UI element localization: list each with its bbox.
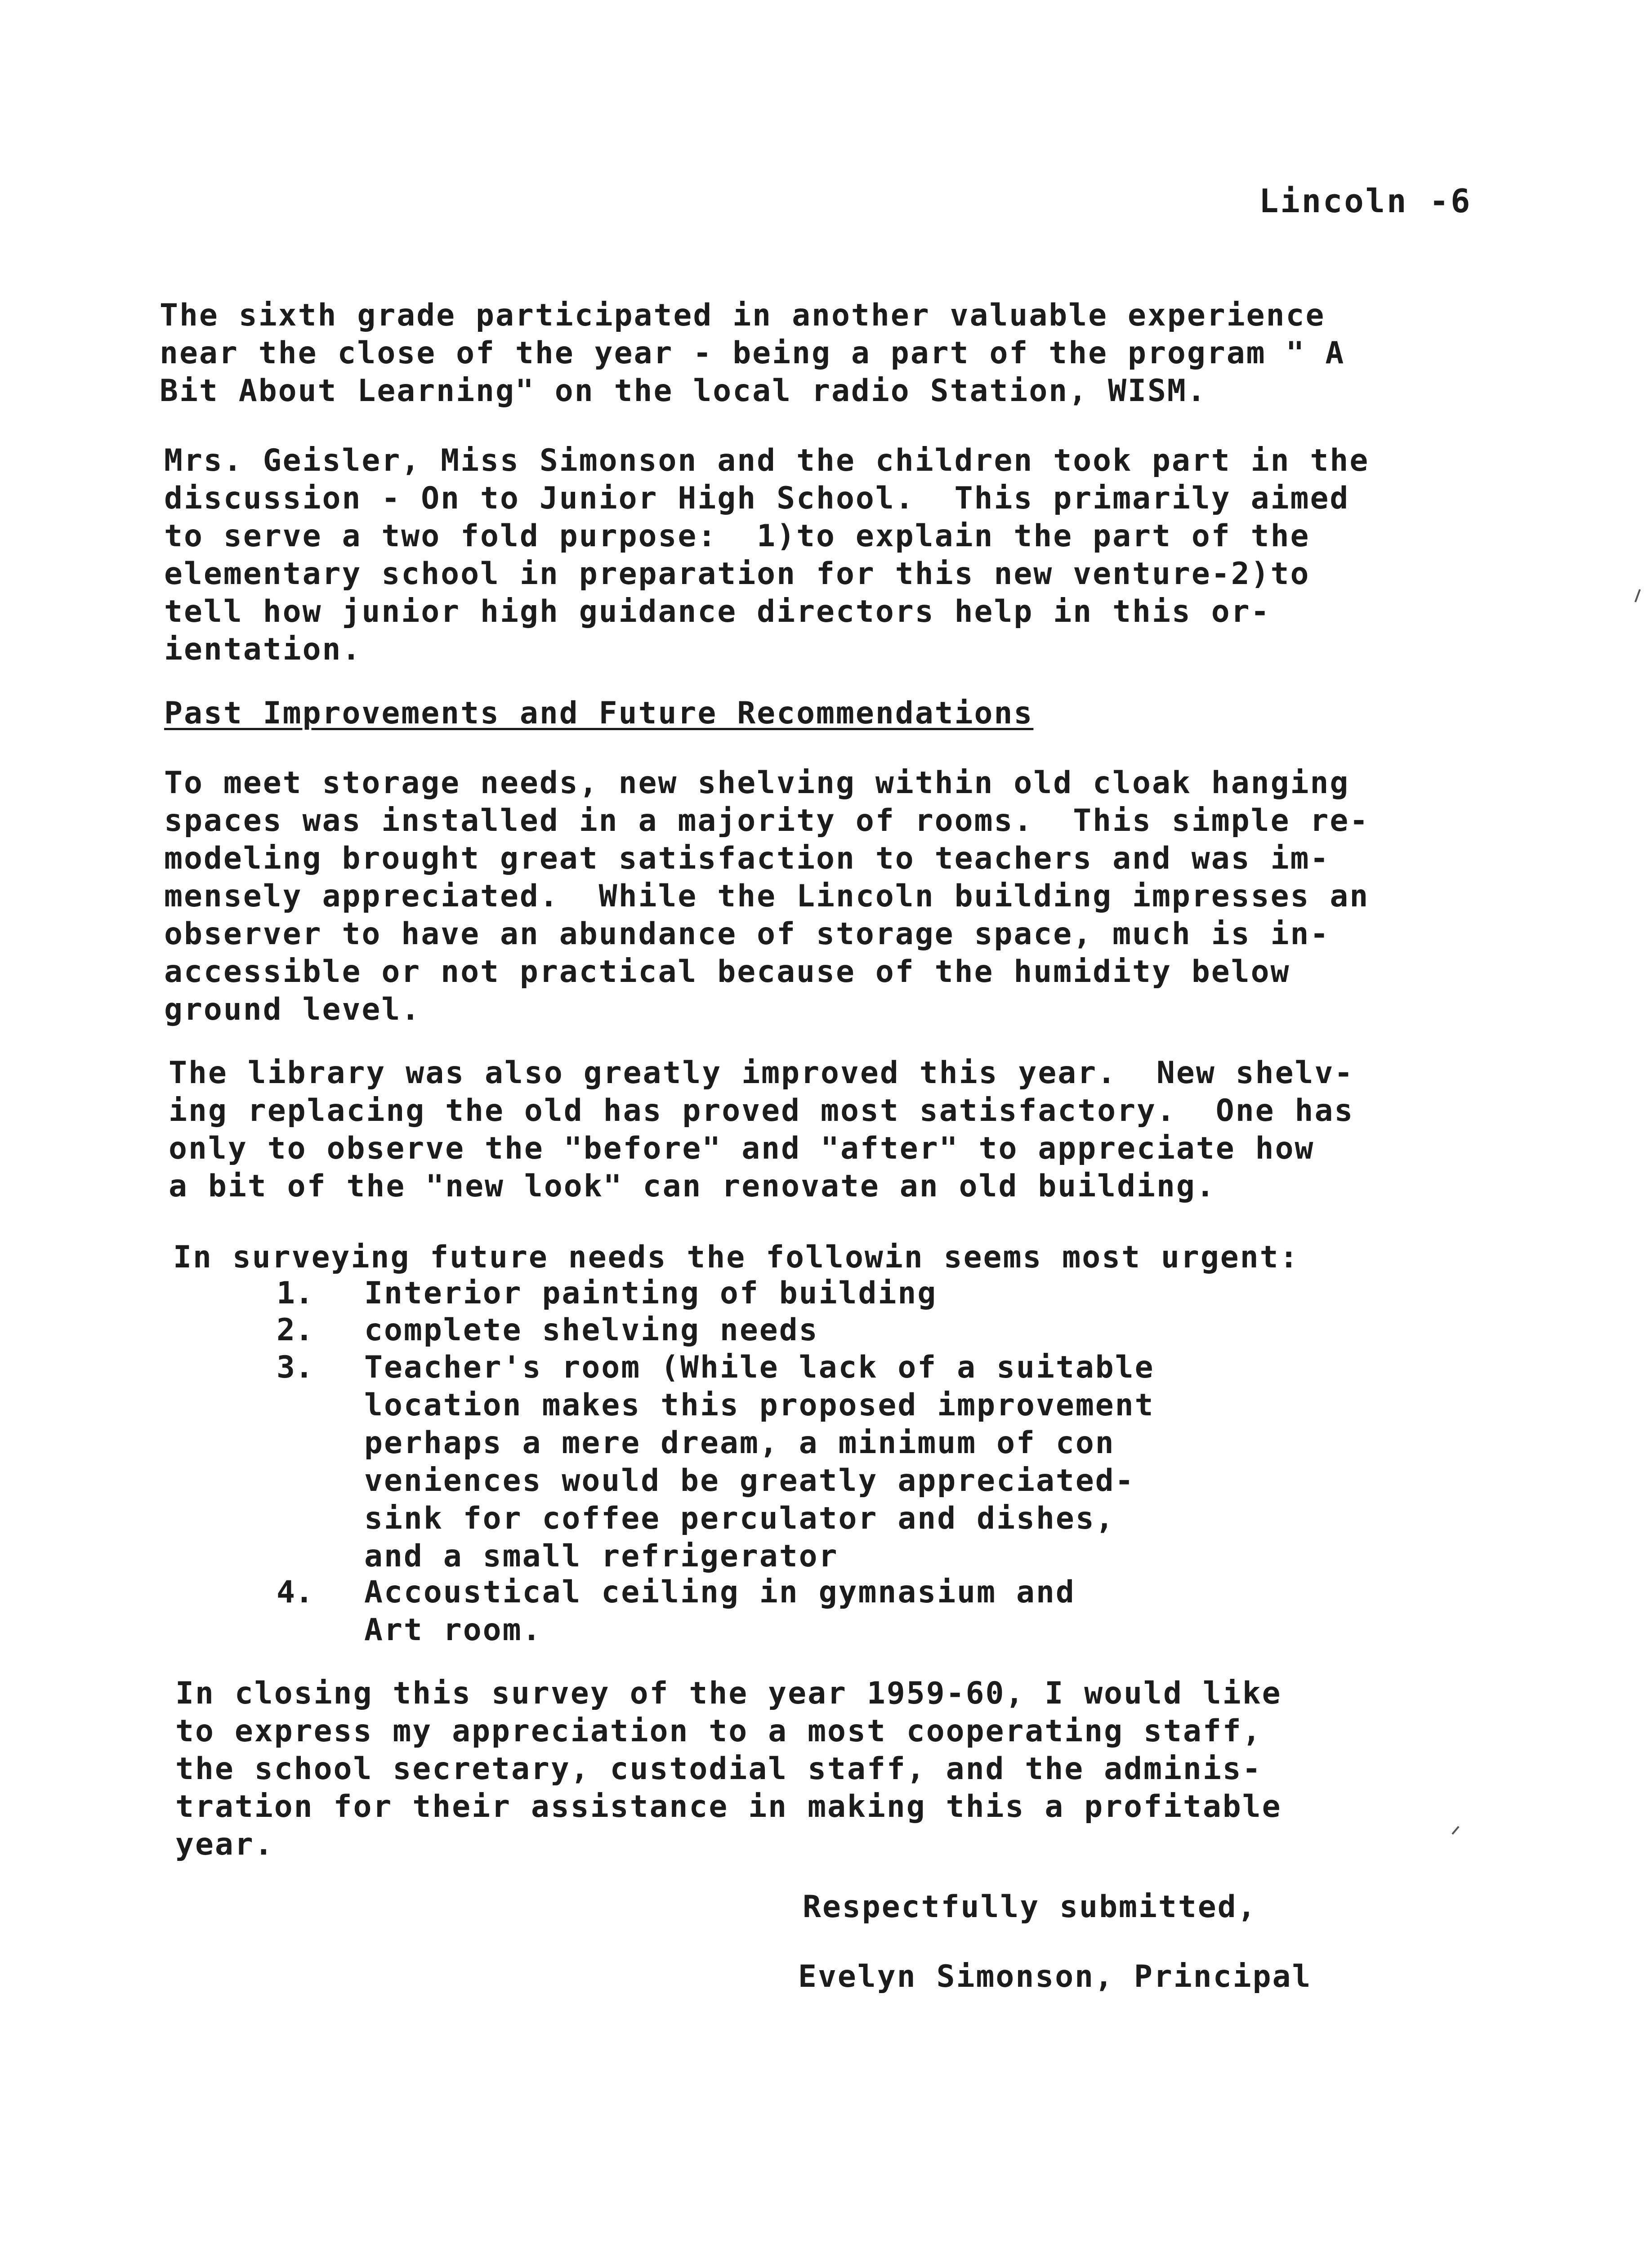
paragraph-line: to serve a two fold purpose: 1)to explain the part of the [164,518,1310,554]
paragraph-line: observer to have an abundance of storage space, much is in- [164,916,1330,952]
paragraph-line: near the close of the year - being a part of the program " A [160,335,1345,371]
list-text: perhaps a mere dream, a minimum of con [364,1425,1115,1461]
list-text: complete shelving needs [364,1312,819,1348]
paragraph-line: elementary school in preparation for this new venture-2)to [164,556,1310,592]
list-number: 3. [277,1350,313,1385]
list-text: Interior painting of building [364,1276,938,1311]
paragraph-line: ing replacing the old has proved most satisfactory. One has [169,1093,1354,1128]
list-number: 4. [277,1574,313,1610]
paragraph-line: ground level. [164,992,421,1027]
list-text: location makes this proposed improvement [364,1387,1155,1423]
paragraph-line: The library was also greatly improved this year. New shelv- [169,1055,1354,1091]
paragraph-line: ientation. [164,632,362,667]
paragraph-line: The sixth grade participated in another valuable experience [160,298,1326,333]
page-header: Lincoln -6 [1259,182,1472,220]
paragraph-line: discussion - On to Junior High School. This primarily aimed [164,481,1350,516]
list-text: Art room. [364,1612,542,1648]
paragraph-line: spaces was installed in a majority of rooms. This simple re- [164,803,1370,839]
list-text: veniences would be greatly appreciated- [364,1463,1135,1499]
closing-text: Respectfully submitted, [803,1889,1257,1925]
paragraph-line: mensely appreciated. While the Lincoln building impresses an [164,879,1370,914]
list-text: Teacher's room (While lack of a suitable [364,1350,1155,1385]
paragraph-line: a bit of the "new look" can renovate an old building. [169,1169,1216,1204]
paragraph-line: In surveying future needs the followin seems most urgent: [173,1240,1299,1275]
paragraph-line: To meet storage needs, new shelving within old cloak hanging [164,765,1350,801]
scan-mark [1634,589,1641,602]
list-number: 2. [277,1312,313,1348]
signature-text: Evelyn Simonson, Principal [798,1959,1312,1994]
section-heading: Past Improvements and Future Recommendations [164,696,1034,731]
paragraph-line: to express my appreciation to a most cooperating staff, [175,1713,1262,1749]
paragraph-line: modeling brought great satisfaction to teachers and was im- [164,841,1330,876]
paragraph-line: tell how junior high guidance directors help in this or- [164,594,1271,629]
paragraph-line: Bit About Learning" on the local radio Station, WISM. [160,373,1207,409]
scan-mark [1451,1826,1459,1834]
list-number: 1. [277,1276,313,1311]
list-text: and a small refrigerator [364,1539,839,1574]
paragraph-line: tration for their assistance in making this a profitable [175,1789,1282,1824]
paragraph-line: In closing this survey of the year 1959-60, I would like [175,1676,1282,1711]
paragraph-line: only to observe the "before" and "after" to appreciate how [169,1131,1315,1166]
list-text: Accoustical ceiling in gymnasium and [364,1574,1076,1610]
paragraph-line: Mrs. Geisler, Miss Simonson and the children took part in the [164,443,1370,478]
paragraph-line: year. [175,1827,274,1862]
list-text: sink for coffee perculator and dishes, [364,1501,1115,1536]
paragraph-line: the school secretary, custodial staff, and the adminis- [175,1751,1262,1787]
paragraph-line: accessible or not practical because of the humidity below [164,954,1290,990]
